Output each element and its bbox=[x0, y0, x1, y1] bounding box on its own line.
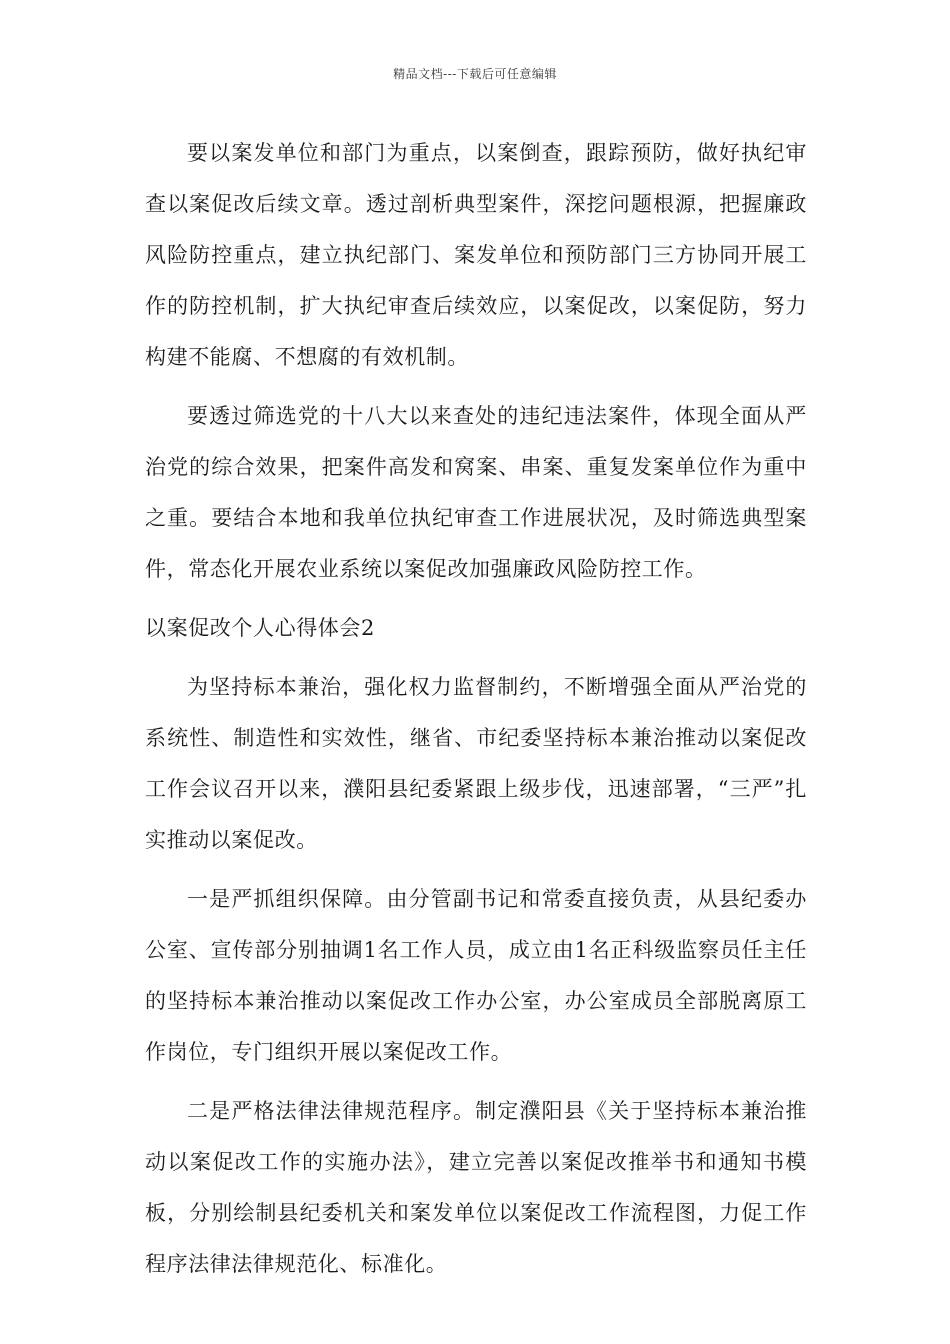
body-paragraph: 要以案发单位和部门为重点，以案倒查，跟踪预防，做好执纪审查以案促改后续文章。透过剖析典型案件，深挖问题根源，把握廉政风险防控重点，建立执纪部门、案发单位和预防部门三方协同开展工作的防控机制，扩大执纪审查后续效应，以案促改，以案促防，努力构建不能腐、不想腐的有效机制。 bbox=[145, 141, 807, 369]
body-paragraph: 要透过筛选党的十八大以来查处的违纪违法案件，体现全面从严治党的综合效果，把案件高发和窝案、串案、重复发案单位作为重中之重。要结合本地和我单位执纪审查工作进展状况，及时筛选典型案件，常态化开展农业系统以案促改加强廉政风险防控工作。 bbox=[145, 404, 807, 581]
page-header: 精品文档---下载后可任意编辑 bbox=[393, 67, 557, 81]
body-paragraph: 一是严抓组织保障。由分管副书记和常委直接负责，从县纪委办公室、宣传部分别抽调1名工作人员，成立由1名正科级监察员任主任的坚持标本兼治推动以案促改工作办公室，办公室成员全部脱离原工作岗位，专门组织开展以案促改工作。 bbox=[145, 887, 807, 1064]
document-body bbox=[145, 128, 807, 1298]
section-heading: 以案促改个人心得体会2 bbox=[145, 616, 375, 640]
body-paragraph: 二是严格法律法律规范程序。制定濮阳县《关于坚持标本兼治推动以案促改工作的实施办法》，建立完善以案促改推举书和通知书模板，分别绘制县纪委机关和案发单位以案促改工作流程图，力促工作程序法律法律规范化、标准化。 bbox=[145, 1099, 807, 1276]
body-paragraph: 为坚持标本兼治，强化权力监督制约，不断增强全面从严治党的系统性、制造性和实效性，继省、市纪委坚持标本兼治推动以案促改工作会议召开以来，濮阳县纪委紧跟上级步伐，迅速部署，“三严”扎实推动以案促改。 bbox=[145, 675, 807, 852]
